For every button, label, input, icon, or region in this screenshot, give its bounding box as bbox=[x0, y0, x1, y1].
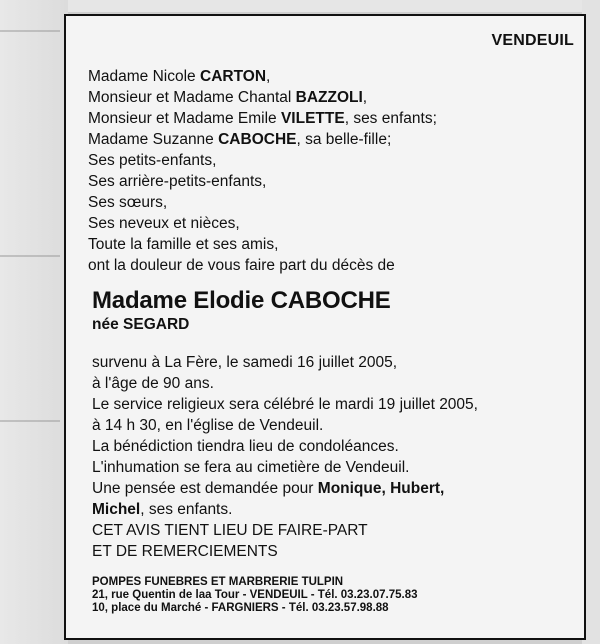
family-text: , sa belle-fille; bbox=[296, 131, 392, 148]
detail-line: CET AVIS TIENT LIEU DE FAIRE-PART bbox=[92, 522, 368, 539]
family-list bbox=[88, 66, 437, 276]
family-line bbox=[88, 213, 437, 234]
family-line bbox=[88, 234, 437, 255]
family-surname: CARTON bbox=[200, 68, 267, 85]
detail-line: à 14 h 30, en l'église de Vendeuil. bbox=[92, 417, 324, 434]
family-line bbox=[88, 87, 437, 108]
detail-line: Le service religieux sera célébré le mardi 19 juillet 2005, bbox=[92, 396, 478, 413]
family-surname: VILETTE bbox=[280, 110, 345, 127]
family-text: , bbox=[362, 89, 368, 106]
family-text: Ses petits-enfants, bbox=[88, 152, 217, 169]
funeral-home-footer bbox=[92, 576, 418, 615]
town-name: VENDEUIL bbox=[491, 32, 574, 49]
maiden-name: née SEGARD bbox=[92, 316, 190, 333]
family-text: ont la douleur de vous faire part du décès de bbox=[88, 257, 395, 274]
family-text: Ses sœurs, bbox=[88, 194, 168, 211]
funeral-home-name: POMPES FUNEBRES ET MARBRERIE TULPIN bbox=[92, 576, 344, 588]
funeral-home-address: 10, place du Marché - FARGNIERS - Tél. 03.23.57.98.88 bbox=[92, 602, 389, 614]
family-text: Ses arrière-petits-enfants, bbox=[88, 173, 267, 190]
family-line bbox=[88, 255, 437, 276]
detail-line: L'inhumation se fera au cimetière de Vendeuil. bbox=[92, 459, 410, 476]
family-text: , bbox=[266, 68, 271, 85]
family-surname: BAZZOLI bbox=[295, 89, 363, 106]
detail-text: Une pensée est demandée pour bbox=[92, 480, 318, 497]
family-text: Ses neveux et nièces, bbox=[88, 215, 240, 232]
service-details bbox=[92, 352, 478, 562]
detail-names-bold: Monique, Hubert, bbox=[317, 480, 445, 497]
detail-line: La bénédiction tiendra lieu de condoléances. bbox=[92, 438, 399, 455]
detail-line: ET DE REMERCIEMENTS bbox=[92, 543, 278, 560]
background-rule bbox=[0, 30, 60, 32]
background-rule bbox=[0, 420, 60, 422]
background-left-column bbox=[0, 0, 68, 644]
detail-line: survenu à La Fère, le samedi 16 juillet 2005, bbox=[92, 354, 398, 371]
family-line bbox=[88, 192, 437, 213]
background-rule bbox=[0, 255, 60, 257]
family-line bbox=[88, 150, 437, 171]
family-text: Monsieur et Madame Emile bbox=[88, 110, 281, 127]
family-line bbox=[88, 108, 437, 129]
family-line bbox=[88, 171, 437, 192]
family-text: Toute la famille et ses amis, bbox=[88, 236, 279, 253]
family-text: Madame Suzanne bbox=[88, 131, 219, 148]
detail-text: , ses enfants. bbox=[140, 501, 233, 518]
family-line bbox=[88, 129, 437, 150]
family-surname: CABOCHE bbox=[218, 131, 297, 148]
funeral-home-address: 21, rue Quentin de laa Tour - VENDEUIL - Tél. 03.23.07.75.83 bbox=[92, 589, 418, 601]
family-line bbox=[88, 66, 437, 87]
family-text: Monsieur et Madame Chantal bbox=[88, 89, 296, 106]
deceased-name: Madame Elodie CABOCHE bbox=[92, 287, 391, 314]
obituary-notice bbox=[64, 14, 586, 640]
detail-line bbox=[92, 499, 478, 520]
family-text: Madame Nicole bbox=[88, 68, 200, 85]
detail-names-bold: Michel bbox=[92, 501, 141, 518]
detail-line bbox=[92, 478, 478, 499]
background-top-strip bbox=[0, 0, 600, 12]
deceased-block bbox=[92, 287, 391, 334]
family-text: , ses enfants; bbox=[344, 110, 437, 127]
detail-line: à l'âge de 90 ans. bbox=[92, 375, 214, 392]
